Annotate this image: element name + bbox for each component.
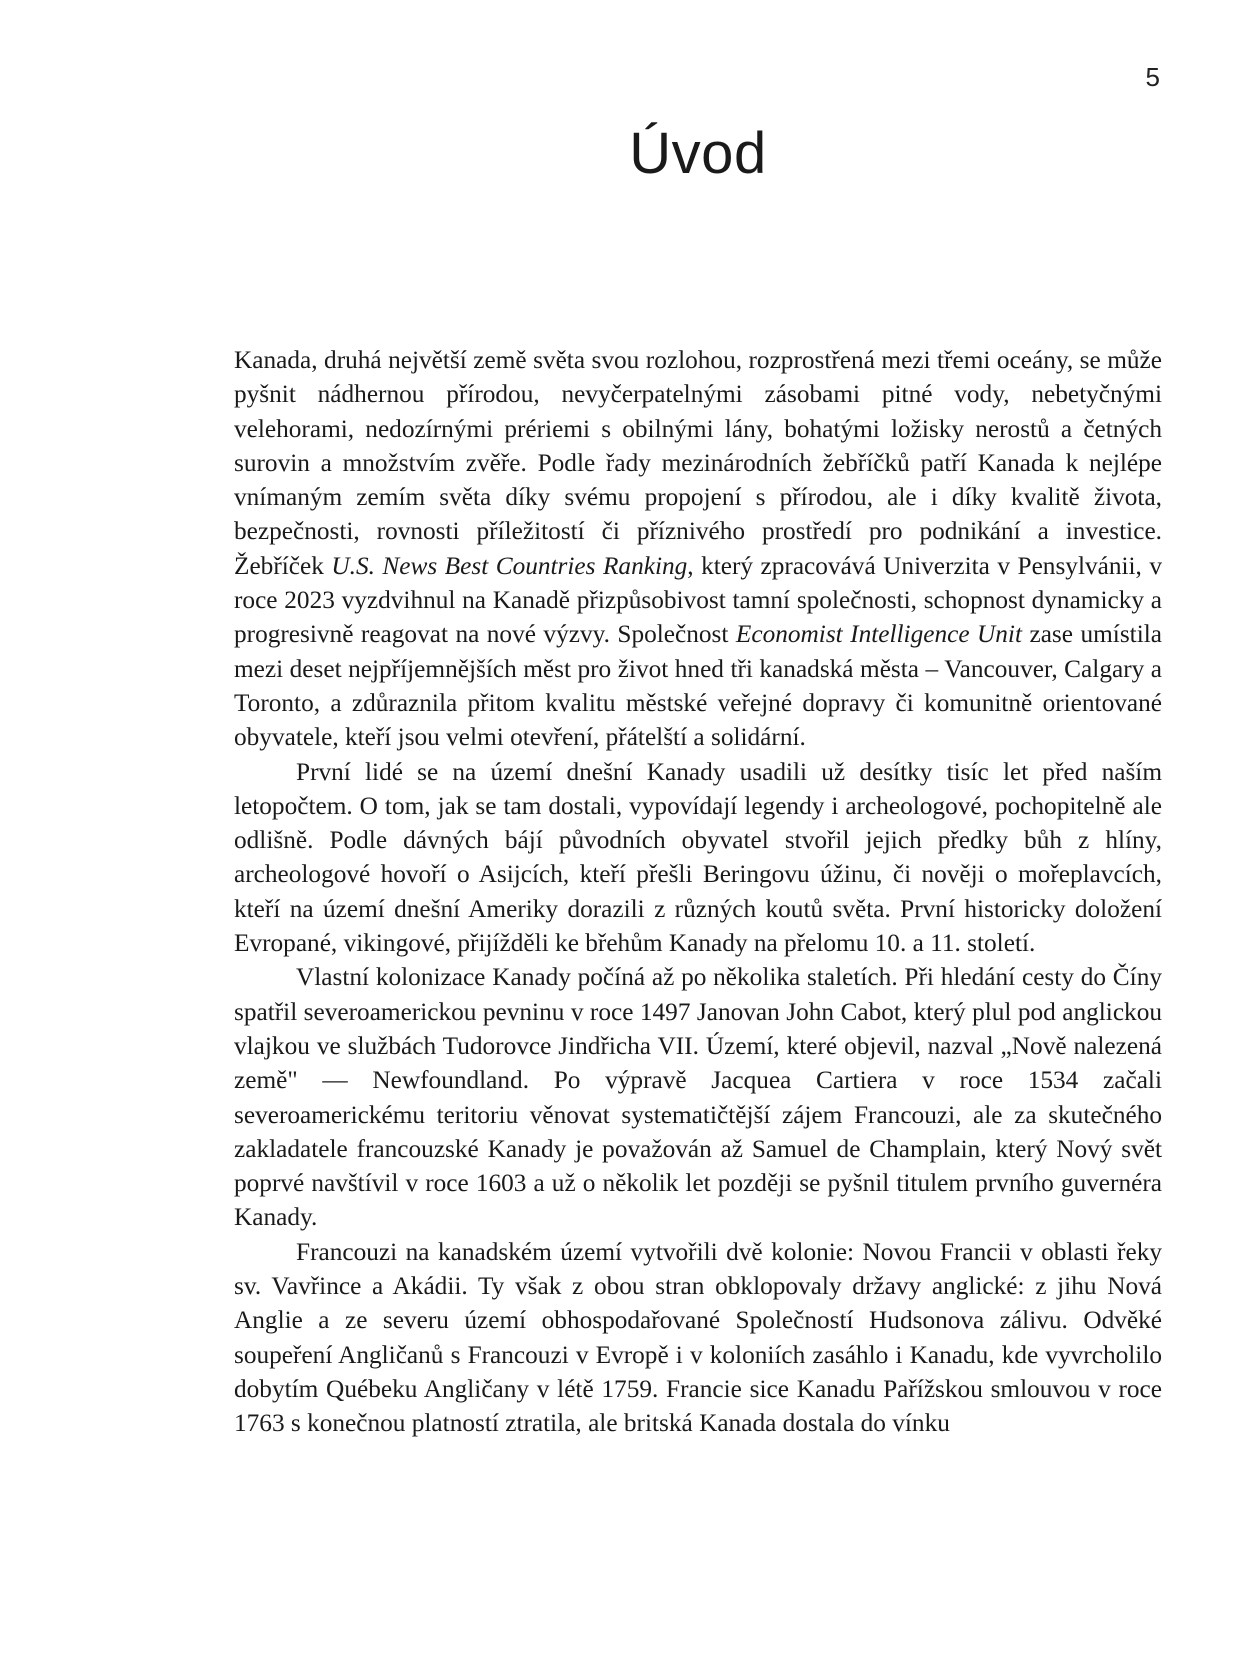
page-number: 5 bbox=[1145, 62, 1160, 92]
paragraph-1-text-2: , který zpracovává Univerzita v Pensylvánii, v roce 2023 vyzdvihnul na Kanadě přizpůsobivost tamní společnosti, schopnost dynamicky a progresivně reagovat na nové výzvy. Společnost bbox=[234, 551, 1162, 649]
paragraph-1-text-1: Kanada, druhá největší země světa svou rozlohou, rozprostřená mezi třemi oceány, se může pyšnit nádhernou přírodou, nevyčerpatelnými zásobami pitné vody, nebetyčnými velehorami, nedozírnými prériemi s obilnými lány, bohatými ložisky nerostů a četných surovin a množstvím zvěře. Podle řady mezinárodních žebříčků patří Kanada k nejlépe vnímaným zemím světa díky svému propojení s přírodou, ale i díky kvalitě života, bezpečnosti, rovnosti příležitostí či příznivého prostředí pro podnikání a investice. Žebříček bbox=[234, 346, 1162, 580]
company-name: Economist Intelligence Unit bbox=[735, 620, 1022, 649]
paragraph-1 bbox=[234, 343, 1162, 755]
chapter-title: Úvod bbox=[629, 121, 767, 186]
paragraph-1-text-3: zase umístila mezi deset nejpříjemnějších měst pro život hned tři kanadská města – Vancouver, Calgary a Toronto, a zdůraznila přitom kvalitu městské veřejné dopravy či komunitně orientované obyvatele, kteří jsou velmi otevření, přátelští a solidární. bbox=[234, 620, 1162, 752]
body-text bbox=[234, 343, 1162, 1441]
paragraph-2: První lidé se na území dnešní Kanady usadili už desítky tisíc let před naším letopočtem. O tom, jak se tam dostali, vypovídají legendy i archeologové, pochopitelně ale odlišně. Podle dávných bájí původních obyvatel stvořil jejich předky bůh z hlíny, archeologové hovoří o Asijcích, kteří přešli Beringovu úžinu, či nověji o mořeplavcích, kteří na území dnešní Ameriky dorazili z různých koutů světa. První historicky doložení Evropané, vikingové, přijížděli ke břehům Kanady na přelomu 10. a 11. století. bbox=[234, 757, 1162, 958]
paragraph-3: Vlastní kolonizace Kanady počíná až po několika staletích. Při hledání cesty do Číny spatřil severoamerickou pevninu v roce 1497 Janovan John Cabot, který plul pod anglickou vlajkou ve službách Tudorovce Jindřicha VII. Území, které objevil, nazval „Nově nalezená země" — Newfoundland. Po výpravě Jacquea Cartiera v roce 1534 začali severoamerickému teritoriu věnovat systematičtější zájem Francouzi, ale za skutečného zakladatele francouzské Kanady je považován až Samuel de Champlain, který Nový svět poprvé navštívil v roce 1603 a už o několik let později se pyšnil titulem prvního guvernéra Kanady. bbox=[234, 963, 1162, 1232]
ranking-name: U.S. News Best Countries Ranking bbox=[331, 551, 688, 580]
paragraph-4: Francouzi na kanadském území vytvořili dvě kolonie: Novou Francii v oblasti řeky sv. Vavřince a Akádii. Ty však z obou stran obklopovaly državy anglické: z jihu Nová Anglie a ze severu území obhospodařované Společností Hudsonova zálivu. Odvěké soupeření Angličanů s Francouzi v Evropě i v koloniích zasáhlo i Kanadu, kde vyvrcholilo dobytím Québeku Angličany v létě 1759. Francie sice Kanadu Pařížskou smlouvou v roce 1763 s konečnou platností ztratila, ale britská Kanada dostala do vínku bbox=[234, 1237, 1162, 1438]
